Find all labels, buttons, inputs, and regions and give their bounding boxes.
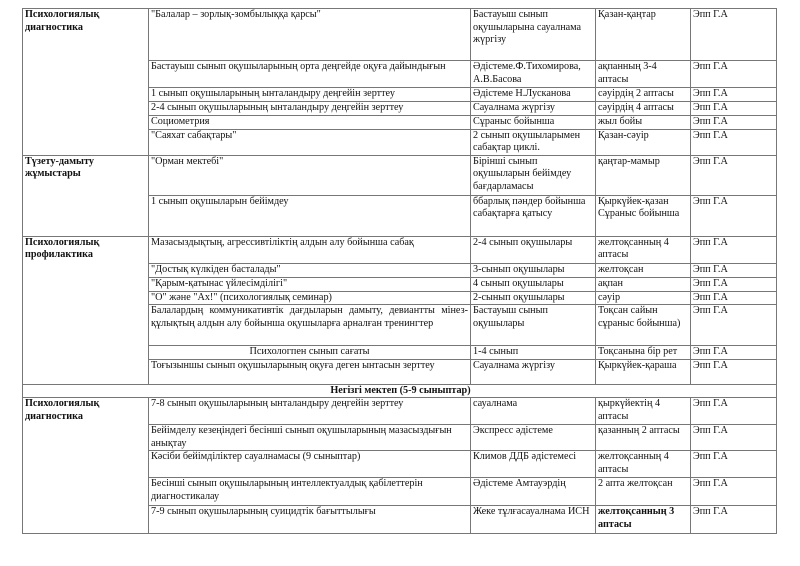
responsible-cell: Эпп Г.А	[691, 9, 777, 61]
method-cell: Жеке тұлғасауалнама ИСН	[471, 506, 596, 534]
time-cell: қыркүйектің 4 аптасы	[596, 398, 691, 425]
responsible-cell: Эпп Г.А	[691, 478, 777, 506]
responsible-cell: Эпп Г.А	[691, 451, 777, 478]
responsible-cell: Эпп Г.А	[691, 291, 777, 305]
responsible-cell: Эпп Г.А	[691, 346, 777, 360]
method-cell: 2-4 сынып оқушылары	[471, 236, 596, 263]
method-cell: 2 сынып оқушыларымен сабақтар циклі.	[471, 129, 596, 155]
responsible-cell: Эпп Г.А	[691, 129, 777, 155]
activity-cell: Мазасыздықтың, агрессивтіліктің алдын алу бойынша сабақ	[149, 236, 471, 263]
time-cell: Қыркүйек-қараша	[596, 359, 691, 384]
activity-cell: 7-8 сынып оқушыларының ынталандыру деңгейін зерттеу	[149, 398, 471, 425]
method-cell: 2-сынып оқушылары	[471, 291, 596, 305]
time-cell: қазанның 2 аптасы	[596, 425, 691, 451]
time-cell: жыл бойы	[596, 116, 691, 130]
responsible-cell: Эпп Г.А	[691, 102, 777, 116]
activity-cell: Бейімделу кезеңіндегі бесінші сынып оқушыларының мазасыздығын анықтау	[149, 425, 471, 451]
responsible-cell: Эпп Г.А	[691, 398, 777, 425]
activity-cell: 1 сынып оқушыларының ынталандыру деңгейін зерттеу	[149, 88, 471, 102]
method-cell: 3-сынып оқушылары	[471, 263, 596, 277]
time-cell: Қазан-қаңтар	[596, 9, 691, 61]
plan-table-body	[23, 9, 777, 534]
table-row	[23, 9, 777, 61]
activity-cell: 1 сынып оқушыларын бейімдеу	[149, 195, 471, 236]
category-cell: Психологиялық диагностика	[23, 398, 149, 534]
activity-cell: "Орман мектебі"	[149, 155, 471, 195]
activity-cell: "Балалар – зорлық-зомбылыққа қарсы"	[149, 9, 471, 61]
category-cell: Психологиялық профилактика	[23, 236, 149, 384]
activity-cell: Тоғызыншы сынып оқушыларының оқуға деген ынтасын зерттеу	[149, 359, 471, 384]
time-cell: ақпан	[596, 277, 691, 291]
method-cell: Бастауыш сынып оқушыларына сауалнама жүргізу	[471, 9, 596, 61]
time-cell: ақпанның 3-4 аптасы	[596, 61, 691, 88]
responsible-cell: Эпп Г.А	[691, 88, 777, 102]
method-cell: Сұраныс бойынша	[471, 116, 596, 130]
method-cell: Әдістеме Н.Лусканова	[471, 88, 596, 102]
method-cell: Сауалнама жүргізу	[471, 102, 596, 116]
activity-cell: "О" және "Ах!" (психологиялық семинар)	[149, 291, 471, 305]
category-cell: Түзету-дамыту жұмыстары	[23, 155, 149, 236]
responsible-cell: Эпп Г.А	[691, 506, 777, 534]
table-row	[23, 398, 777, 425]
time-cell: қаңтар-мамыр	[596, 155, 691, 195]
time-cell: Қазан-сәуір	[596, 129, 691, 155]
section-header-row	[23, 384, 777, 398]
activity-cell: 7-9 сынып оқушыларының суицидтік бағыттылығы	[149, 506, 471, 534]
time-cell: желтоқсанның 4 аптасы	[596, 451, 691, 478]
time-cell: желтоқсанның 4 аптасы	[596, 236, 691, 263]
time-cell: сәуір	[596, 291, 691, 305]
plan-table	[22, 8, 777, 534]
method-cell: Климов ДДБ әдістемесі	[471, 451, 596, 478]
responsible-cell: Эпп Г.А	[691, 425, 777, 451]
activity-cell: Бесінші сынып оқушыларының интеллектуалдық қабілеттерін диагностикалау	[149, 478, 471, 506]
responsible-cell: Эпп Г.А	[691, 277, 777, 291]
method-cell: Әдістеме.Ф.Тихомирова, А.В.Басова	[471, 61, 596, 88]
method-cell: ббарлық пәндер бойынша сабақтарға қатысу	[471, 195, 596, 236]
activity-cell: "Қарым-қатынас үйлесімділігі"	[149, 277, 471, 291]
method-cell: Бастауыш сынып оқушылары	[471, 305, 596, 346]
method-cell: Сауалнама жүргізу	[471, 359, 596, 384]
time-cell: 2 апта желтоқсан	[596, 478, 691, 506]
time-cell: желтоқсан	[596, 263, 691, 277]
activity-cell: Бастауыш сынып оқушыларының орта деңгейде оқуға дайындығын	[149, 61, 471, 88]
time-cell: сәуірдің 4 аптасы	[596, 102, 691, 116]
activity-cell: Балалардың коммуникативтік дағдыларын дамыту, девиантты мінез-құлықтың алдын алу бойынша оқушыларға арналған тренингтер	[149, 305, 471, 346]
section-title: Негізгі мектеп (5-9 сыныптар)	[23, 384, 777, 398]
responsible-cell: Эпп Г.А	[691, 305, 777, 346]
time-cell: Тоқсан сайын сұраныс бойынша)	[596, 305, 691, 346]
category-cell: Психологиялық диагностика	[23, 9, 149, 156]
method-cell: Экспресс әдістеме	[471, 425, 596, 451]
time-cell: желтоқсанның 3 аптасы	[596, 506, 691, 534]
responsible-cell: Эпп Г.А	[691, 61, 777, 88]
activity-cell: 2-4 сынып оқушыларының ынталандыру деңгейін зерттеу	[149, 102, 471, 116]
table-row	[23, 236, 777, 263]
method-cell: сауалнама	[471, 398, 596, 425]
method-cell: Бірінші сынып оқушыларын бейімдеу бағдарламасы	[471, 155, 596, 195]
method-cell: Әдістеме Амтауэрдің	[471, 478, 596, 506]
responsible-cell: Эпп Г.А	[691, 359, 777, 384]
activity-cell: "Саяхат сабақтары"	[149, 129, 471, 155]
time-cell: сәуірдің 2 аптасы	[596, 88, 691, 102]
responsible-cell: Эпп Г.А	[691, 155, 777, 195]
method-cell: 4 сынып оқушылары	[471, 277, 596, 291]
activity-cell: "Достық күлкіден басталады"	[149, 263, 471, 277]
responsible-cell: Эпп Г.А	[691, 116, 777, 130]
time-cell: Қыркүйек-қазан Сұраныс бойынша	[596, 195, 691, 236]
activity-cell: Психологпен сынып сағаты	[149, 346, 471, 360]
method-cell: 1-4 сынып	[471, 346, 596, 360]
table-row	[23, 155, 777, 195]
time-cell: Тоқсанына бір рет	[596, 346, 691, 360]
activity-cell: Социометрия	[149, 116, 471, 130]
responsible-cell: Эпп Г.А	[691, 263, 777, 277]
responsible-cell: Эпп Г.А	[691, 195, 777, 236]
activity-cell: Кәсіби бейімділіктер сауалнамасы (9 сыныптар)	[149, 451, 471, 478]
responsible-cell: Эпп Г.А	[691, 236, 777, 263]
